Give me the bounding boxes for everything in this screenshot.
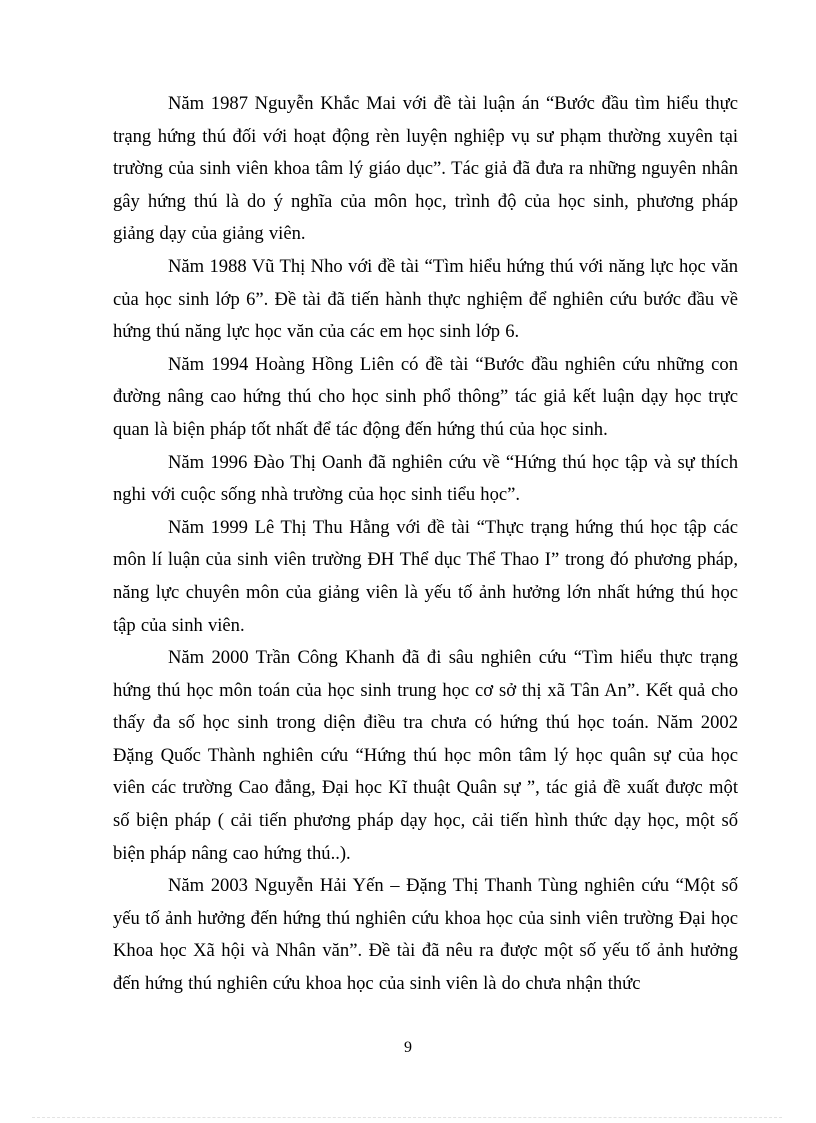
paragraph-1994: Năm 1994 Hoàng Hồng Liên có đề tài “Bước đầu nghiên cứu những con đường nâng cao hứng thú cho học sinh phổ thông” tác giả kết luận dạy học trực quan là biện pháp tốt nhất để tác động đến hứng thú của học sinh. [113, 353, 738, 440]
paragraph-1987: Năm 1987 Nguyễn Khắc Mai với đề tài luận án “Bước đầu tìm hiểu thực trạng hứng thú đối với hoạt động rèn luyện nghiệp vụ sư phạm thường xuyên tại trường của sinh viên khoa tâm lý giáo dục”. Tác giả đã đưa ra những nguyên nhân gây hứng thú là do ý nghĩa của môn học, trình độ của học sinh, phương pháp giảng dạy của giảng viên. [113, 93, 738, 245]
page-number: 9 [404, 1039, 412, 1056]
paragraph-1999: Năm 1999 Lê Thị Thu Hằng với đề tài “Thực trạng hứng thú học tập các môn lí luận của sinh viên trường ĐH Thể dục Thể Thao I” trong đó phương pháp, năng lực chuyên môn của giảng viên là yếu tố ảnh hưởng lớn nhất hứng thú học tập của sinh viên. [113, 516, 738, 636]
paragraph-2000: Năm 2000 Trần Công Khanh đã đi sâu nghiên cứu “Tìm hiểu thực trạng hứng thú học môn toán của học sinh trung học cơ sở thị xã Tân An”. Kết quả cho thấy đa số học sinh trong diện điều tra chưa có hứng thú học toán. Năm 2002 Đặng Quốc Thành nghiên cứu “Hứng thú học môn tâm lý học quân sự của học viên các trường Cao đẳng, Đại học Kĩ thuật Quân sự ”, tác giả đề xuất được một số biện pháp ( cải tiến phương pháp dạy học, cải tiến hình thức dạy học, một số biện pháp nâng cao hứng thú..). [113, 647, 738, 864]
paragraph-1996: Năm 1996 Đào Thị Oanh đã nghiên cứu về “Hứng thú học tập và sự thích nghi với cuộc sống nhà trường của học sinh tiểu học”. [113, 451, 738, 506]
paragraph-2003: Năm 2003 Nguyễn Hải Yến – Đặng Thị Thanh Tùng nghiên cứu “Một số yếu tố ảnh hưởng đến hứng thú nghiên cứu khoa học của sinh viên trường Đại học Khoa học Xã hội và Nhân văn”. Đề tài đã nêu ra được một số yếu tố ảnh hưởng đến hứng thú nghiên cứu khoa học của sinh viên là do chưa nhận thức [113, 875, 738, 995]
page-bottom-divider [32, 1117, 782, 1118]
paragraph-1988: Năm 1988 Vũ Thị Nho với đề tài “Tìm hiểu hứng thú với năng lực học văn của học sinh lớp 6”. Đề tài đã tiến hành thực nghiệm để nghiên cứu bước đầu về hứng thú năng lực học văn của các em học sinh lớp 6. [113, 255, 738, 343]
body-text [113, 88, 738, 1001]
